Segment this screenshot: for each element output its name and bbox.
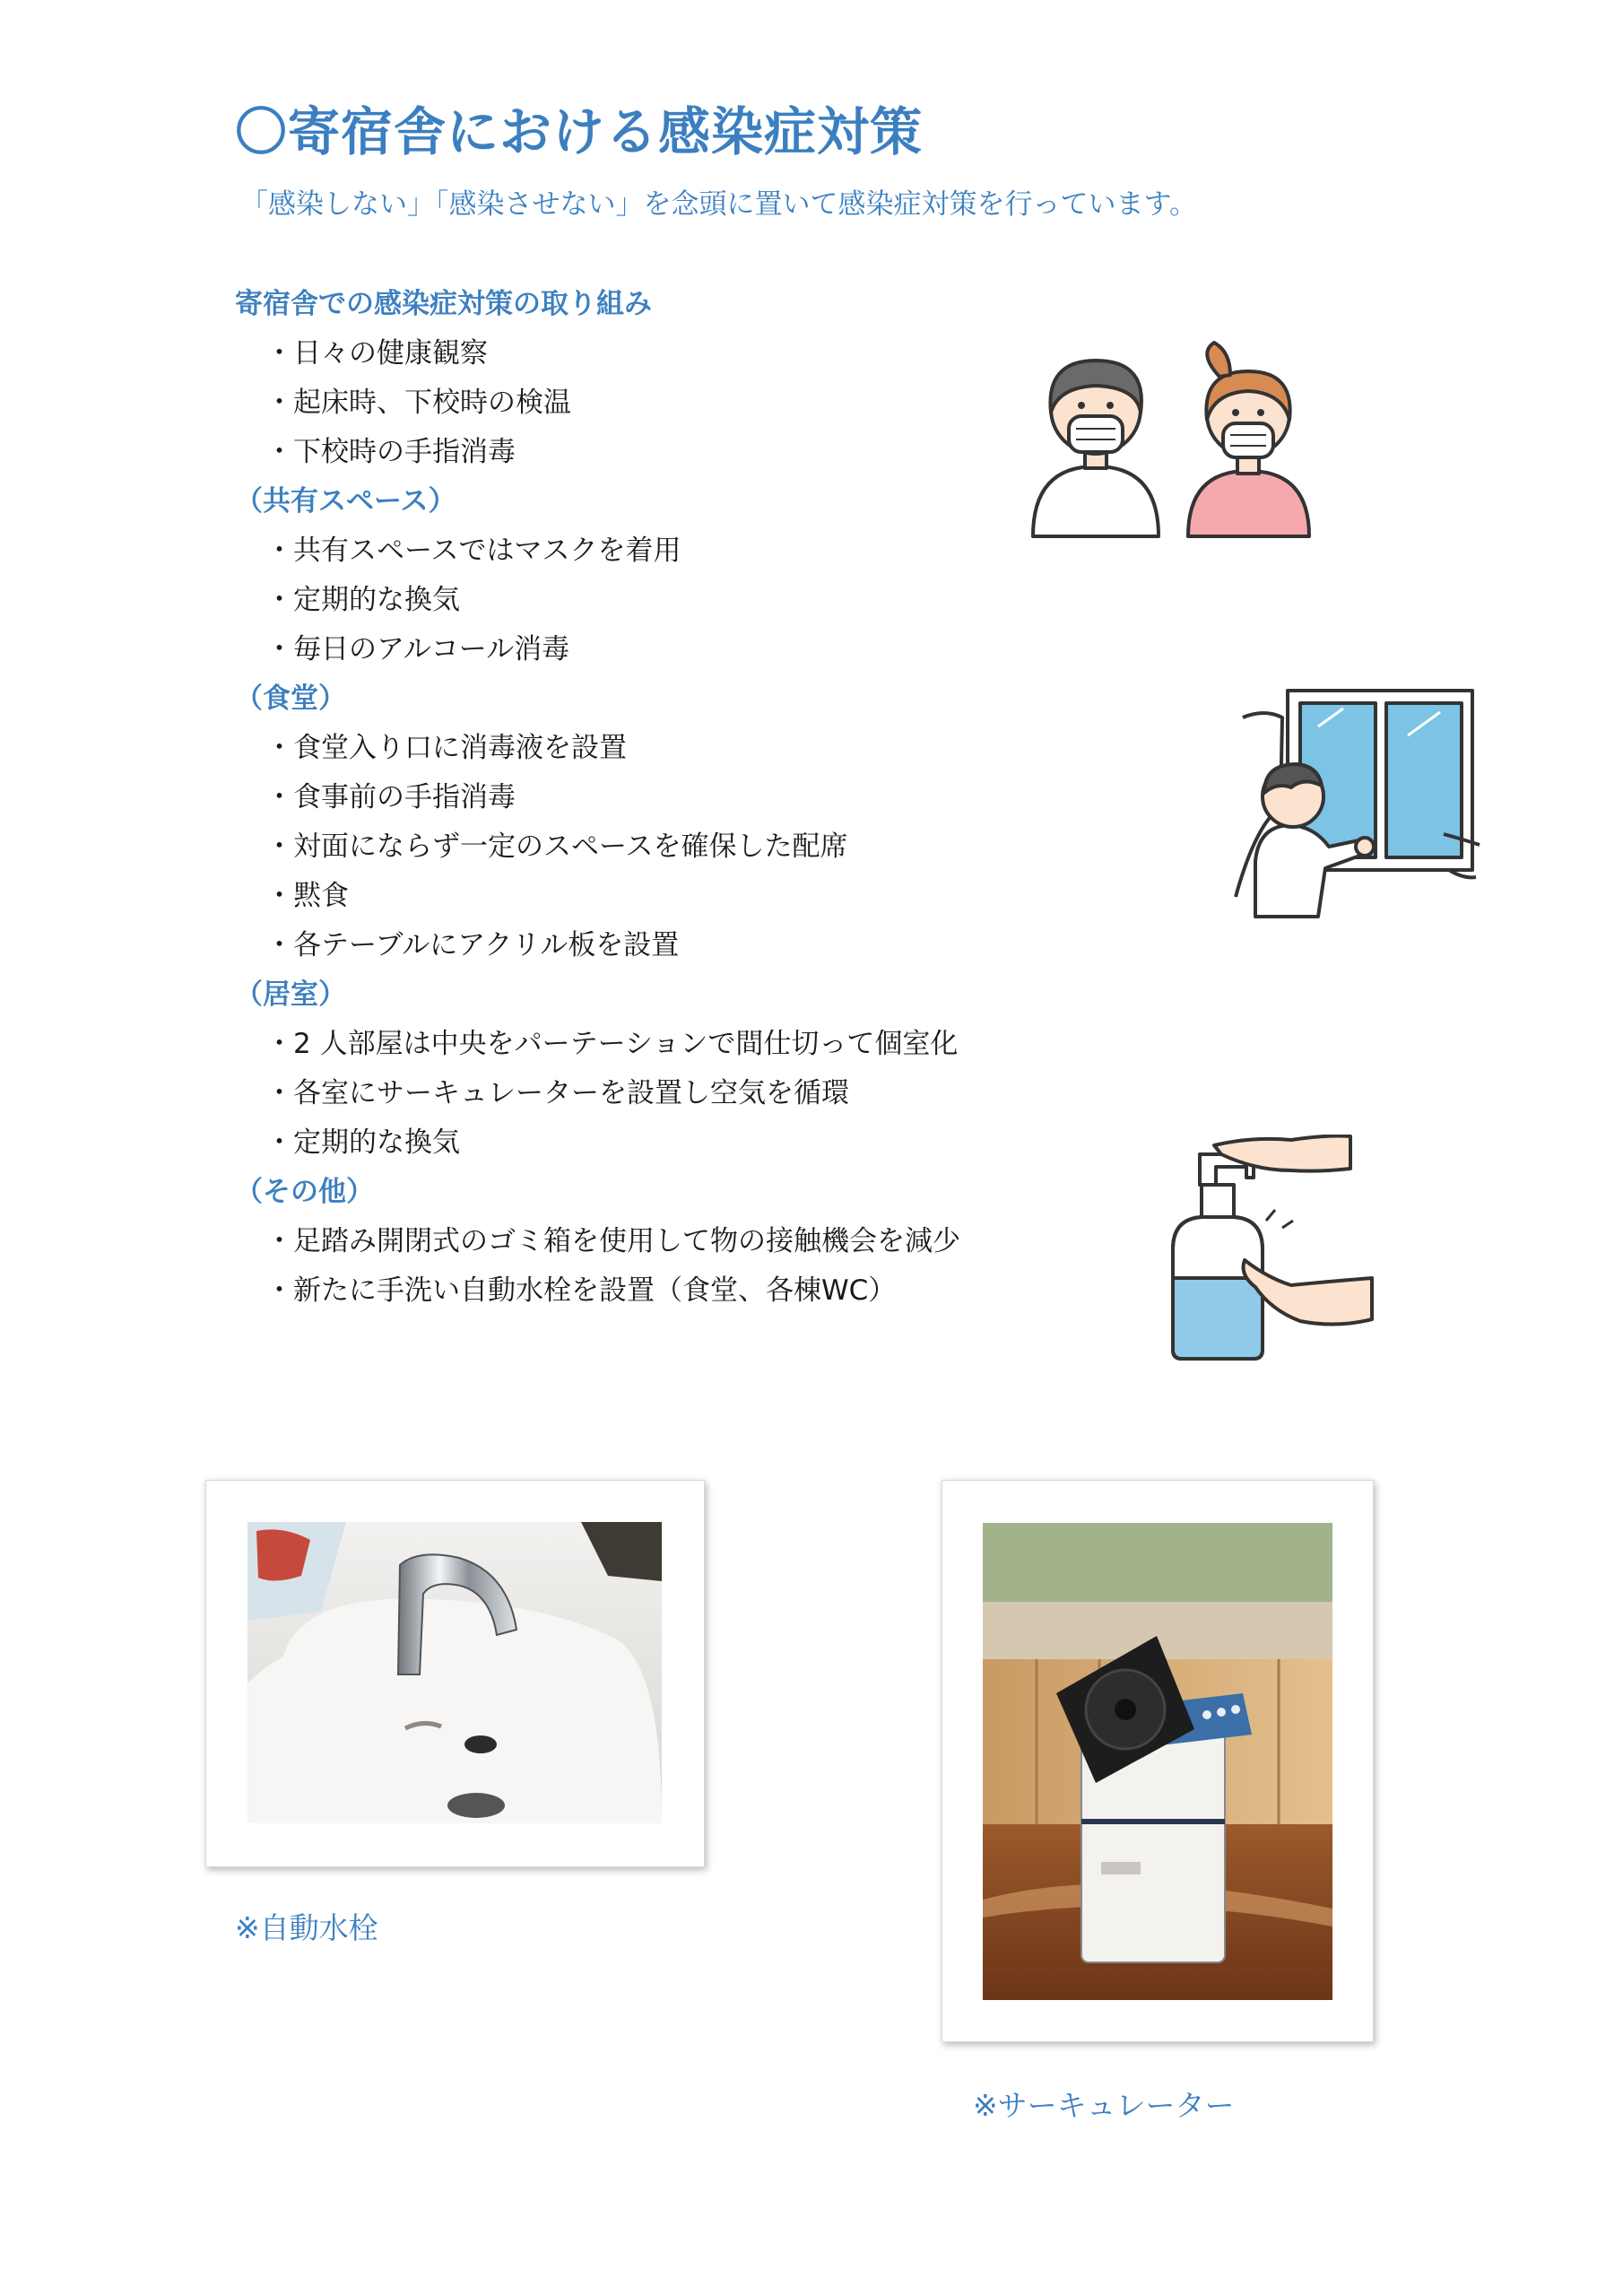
list-item: ・起床時、下校時の検温	[265, 387, 571, 419]
list-item: ・足踏み開閉式のゴミ箱を使用して物の接触機会を減少	[265, 1225, 960, 1257]
list-item: ・各テーブルにアクリル板を設置	[265, 929, 680, 961]
circulator-caption: ※サーキュレーター	[973, 2088, 1235, 2123]
list-item: ・対面にならず一定のスペースを確保した配席	[265, 831, 848, 863]
list-item: ・各室にサーキュレーターを設置し空気を循環	[265, 1077, 849, 1109]
section-heading-rooms: （居室）	[235, 978, 346, 1011]
list-item: ・定期的な換気	[265, 1126, 460, 1159]
masked-people-illustration	[1022, 341, 1327, 543]
circulator-photo-frame	[942, 1480, 1374, 2042]
automatic-faucet-photo	[247, 1522, 662, 1823]
girl-with-mask-icon	[1188, 343, 1309, 536]
section-heading-dining: （食堂）	[235, 683, 346, 715]
page-title: 〇寄宿舎における感染症対策	[235, 101, 924, 162]
faucet-photo-frame	[205, 1480, 705, 1867]
sanitizer-bottle-icon	[1173, 1154, 1263, 1359]
list-item: ・食堂入り口に消毒液を設置	[265, 732, 627, 764]
section-heading-initiatives: 寄宿舎での感染症対策の取り組み	[235, 288, 652, 320]
section-heading-shared-space: （共有スペース）	[235, 485, 456, 517]
faucet-caption: ※自動水栓	[235, 1910, 378, 1945]
boy-with-mask-icon	[1033, 361, 1159, 536]
list-item: ・毎日のアルコール消毒	[265, 633, 570, 665]
list-item: ・新たに手洗い自動水栓を設置（食堂、各棟WC）	[265, 1274, 897, 1307]
list-item: ・日々の健康観察	[265, 337, 488, 370]
list-item: ・食事前の手指消毒	[265, 781, 516, 813]
section-heading-other: （その他）	[235, 1176, 374, 1208]
window-ventilation-illustration	[1228, 682, 1488, 924]
list-item: ・共有スペースではマスクを着用	[265, 535, 681, 567]
list-item: ・黙食	[265, 880, 349, 912]
list-item: ・下校時の手指消毒	[265, 436, 516, 468]
list-item: ・定期的な換気	[265, 584, 460, 616]
page-subtitle: 「感染しない」「感染させない」を念頭に置いて感染症対策を行っています。	[240, 188, 1198, 221]
hand-sanitizer-illustration	[1166, 1135, 1381, 1363]
circulator-photo	[983, 1523, 1332, 2000]
list-item: ・2 人部屋は中央をパーテーションで間仕切って個室化	[265, 1028, 959, 1060]
